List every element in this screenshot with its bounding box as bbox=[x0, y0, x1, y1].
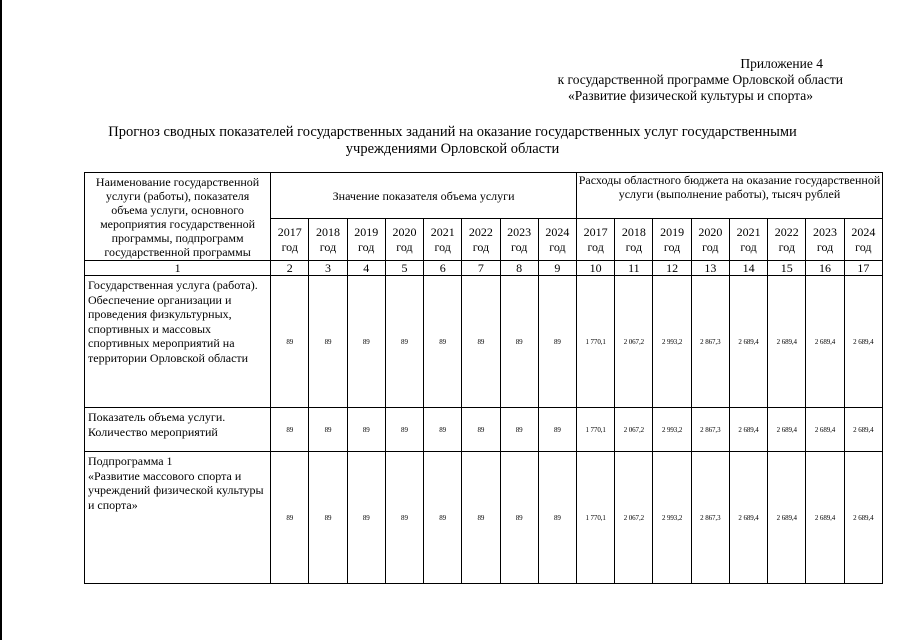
year-suffix: год bbox=[472, 239, 490, 254]
scan-border-line bbox=[0, 0, 2, 640]
year-value: 2018 bbox=[315, 224, 340, 239]
year-suffix: год bbox=[396, 239, 413, 254]
column-number: 14 bbox=[729, 261, 767, 276]
expense-value-cell: 2 867,3 bbox=[691, 452, 729, 584]
indicators-table bbox=[84, 172, 883, 584]
table-row bbox=[85, 408, 883, 452]
volume-value-cell: 89 bbox=[385, 408, 423, 452]
expenses-year-header bbox=[653, 219, 691, 261]
expense-value-cell: 2 867,3 bbox=[691, 408, 729, 452]
row-label-line: Государственная услуга (работа). bbox=[88, 278, 258, 292]
year-value: 2023 bbox=[507, 224, 532, 239]
volume-value-cell: 89 bbox=[309, 276, 347, 408]
expense-value-cell: 2 689,4 bbox=[844, 452, 882, 584]
year-suffix: год bbox=[855, 239, 872, 254]
name-column-header: Наименование государственной услуги (работы), показателя объема услуги, основного мероприятия государственной программы, подпрограмм государственной программы bbox=[85, 173, 271, 261]
volume-value-cell: 89 bbox=[500, 452, 538, 584]
year-suffix: год bbox=[434, 239, 451, 254]
expenses-year-header bbox=[729, 219, 767, 261]
expense-value-cell: 2 993,2 bbox=[653, 276, 691, 408]
volume-year-header bbox=[309, 219, 347, 261]
expense-value-cell: 2 689,4 bbox=[806, 452, 844, 584]
expenses-group-header: Расходы областного бюджета на оказание государственной услуги (выполнение работы), тысяч рублей bbox=[577, 173, 883, 219]
year-suffix: год bbox=[740, 239, 757, 254]
column-number: 1 bbox=[85, 261, 271, 276]
year-suffix: год bbox=[625, 239, 643, 254]
column-number: 4 bbox=[347, 261, 385, 276]
column-number: 7 bbox=[462, 261, 500, 276]
row-label bbox=[85, 452, 271, 584]
year-suffix: год bbox=[663, 239, 681, 254]
expenses-year-header bbox=[691, 219, 729, 261]
column-number: 13 bbox=[691, 261, 729, 276]
year-value: 2021 bbox=[736, 224, 761, 239]
volume-group-header: Значение показателя объема услуги bbox=[271, 173, 577, 219]
column-number: 16 bbox=[806, 261, 844, 276]
column-number: 2 bbox=[271, 261, 309, 276]
volume-value-cell: 89 bbox=[424, 452, 462, 584]
row-label-line: Подпрограмма 1 bbox=[88, 454, 173, 468]
expense-value-cell: 2 067,2 bbox=[615, 408, 653, 452]
expense-value-cell: 1 770,1 bbox=[577, 408, 615, 452]
row-label bbox=[85, 408, 271, 452]
volume-year-header bbox=[538, 219, 576, 261]
expense-value-cell: 2 067,2 bbox=[615, 276, 653, 408]
volume-value-cell: 89 bbox=[500, 408, 538, 452]
year-value: 2019 bbox=[660, 224, 685, 239]
volume-value-cell: 89 bbox=[462, 452, 500, 584]
expense-value-cell: 2 689,4 bbox=[729, 276, 767, 408]
appendix-number: Приложение 4 bbox=[740, 56, 823, 71]
volume-value-cell: 89 bbox=[385, 276, 423, 408]
row-label bbox=[85, 276, 271, 408]
row-label-line: Обеспечение организации и проведения физкультурных, спортивных и массовых спортивных мероприятий на территории Орловской области bbox=[88, 292, 249, 365]
volume-value-cell: 89 bbox=[538, 452, 576, 584]
year-value: 2024 bbox=[545, 224, 570, 239]
expense-value-cell: 1 770,1 bbox=[577, 276, 615, 408]
appendix-program-name: «Развитие физической культуры и спорта» bbox=[567, 88, 813, 103]
year-value: 2024 bbox=[851, 224, 876, 239]
volume-year-header bbox=[424, 219, 462, 261]
column-number: 17 bbox=[844, 261, 882, 276]
expenses-year-header bbox=[615, 219, 653, 261]
expense-value-cell: 2 067,2 bbox=[615, 452, 653, 584]
year-value: 2020 bbox=[392, 224, 417, 239]
year-value: 2020 bbox=[698, 224, 723, 239]
expenses-year-header bbox=[768, 219, 806, 261]
expense-value-cell: 2 689,4 bbox=[806, 408, 844, 452]
volume-value-cell: 89 bbox=[271, 408, 309, 452]
volume-value-cell: 89 bbox=[347, 452, 385, 584]
title-line-1: Прогноз сводных показателей государственных заданий на оказание государственных услуг государственными bbox=[108, 124, 797, 140]
year-suffix: год bbox=[549, 239, 566, 254]
expense-value-cell: 2 689,4 bbox=[844, 276, 882, 408]
year-suffix: год bbox=[510, 239, 528, 254]
table-row bbox=[85, 276, 883, 408]
year-value: 2022 bbox=[774, 224, 799, 239]
volume-value-cell: 89 bbox=[271, 452, 309, 584]
volume-value-cell: 89 bbox=[271, 276, 309, 408]
volume-value-cell: 89 bbox=[538, 408, 576, 452]
volume-value-cell: 89 bbox=[462, 276, 500, 408]
year-value: 2021 bbox=[430, 224, 455, 239]
column-number: 12 bbox=[653, 261, 691, 276]
volume-value-cell: 89 bbox=[462, 408, 500, 452]
column-number: 15 bbox=[768, 261, 806, 276]
year-suffix: год bbox=[319, 239, 337, 254]
column-number: 5 bbox=[385, 261, 423, 276]
column-number: 10 bbox=[577, 261, 615, 276]
volume-value-cell: 89 bbox=[309, 452, 347, 584]
row-label-line: «Развитие массового спорта и учреждений физической культуры и спорта» bbox=[88, 468, 264, 512]
expenses-year-header bbox=[806, 219, 844, 261]
volume-value-cell: 89 bbox=[347, 276, 385, 408]
column-number: 9 bbox=[538, 261, 576, 276]
expense-value-cell: 2 689,4 bbox=[768, 452, 806, 584]
year-value: 2018 bbox=[621, 224, 646, 239]
expense-value-cell: 2 689,4 bbox=[729, 452, 767, 584]
year-suffix: год bbox=[281, 239, 298, 254]
column-number: 8 bbox=[500, 261, 538, 276]
column-number: 3 bbox=[309, 261, 347, 276]
expense-value-cell: 1 770,1 bbox=[577, 452, 615, 584]
volume-year-header bbox=[500, 219, 538, 261]
expense-value-cell: 2 689,4 bbox=[806, 276, 844, 408]
expense-value-cell: 2 689,4 bbox=[729, 408, 767, 452]
expense-value-cell: 2 689,4 bbox=[768, 408, 806, 452]
expense-value-cell: 2 993,2 bbox=[653, 452, 691, 584]
volume-value-cell: 89 bbox=[538, 276, 576, 408]
expenses-year-header bbox=[577, 219, 615, 261]
appendix-program-ref: к государственной программе Орловской области bbox=[557, 72, 843, 87]
year-value: 2017 bbox=[277, 224, 302, 239]
volume-value-cell: 89 bbox=[424, 408, 462, 452]
volume-year-header bbox=[462, 219, 500, 261]
year-value: 2022 bbox=[468, 224, 493, 239]
volume-year-header bbox=[347, 219, 385, 261]
volume-year-header bbox=[271, 219, 309, 261]
volume-value-cell: 89 bbox=[309, 408, 347, 452]
volume-year-header bbox=[385, 219, 423, 261]
volume-value-cell: 89 bbox=[500, 276, 538, 408]
year-suffix: год bbox=[358, 239, 375, 254]
row-label-line: Количество мероприятий bbox=[88, 424, 218, 439]
expense-value-cell: 2 689,4 bbox=[844, 408, 882, 452]
column-number: 6 bbox=[424, 261, 462, 276]
table-row bbox=[85, 452, 883, 584]
volume-value-cell: 89 bbox=[424, 276, 462, 408]
expense-value-cell: 2 689,4 bbox=[768, 276, 806, 408]
title-line-2: учреждениями Орловской области bbox=[345, 141, 560, 157]
year-value: 2017 bbox=[583, 224, 608, 239]
year-value: 2023 bbox=[813, 224, 838, 239]
volume-value-cell: 89 bbox=[347, 408, 385, 452]
year-suffix: год bbox=[587, 239, 604, 254]
year-suffix: год bbox=[778, 239, 795, 254]
document-title bbox=[0, 124, 905, 158]
expense-value-cell: 2 993,2 bbox=[653, 408, 691, 452]
year-suffix: год bbox=[816, 239, 834, 254]
expense-value-cell: 2 867,3 bbox=[691, 276, 729, 408]
row-label-line: Показатель объема услуги. bbox=[88, 410, 226, 424]
year-value: 2019 bbox=[354, 224, 379, 239]
volume-value-cell: 89 bbox=[385, 452, 423, 584]
column-number: 11 bbox=[615, 261, 653, 276]
appendix-heading bbox=[558, 56, 843, 104]
year-suffix: год bbox=[702, 239, 719, 254]
expenses-year-header bbox=[844, 219, 882, 261]
